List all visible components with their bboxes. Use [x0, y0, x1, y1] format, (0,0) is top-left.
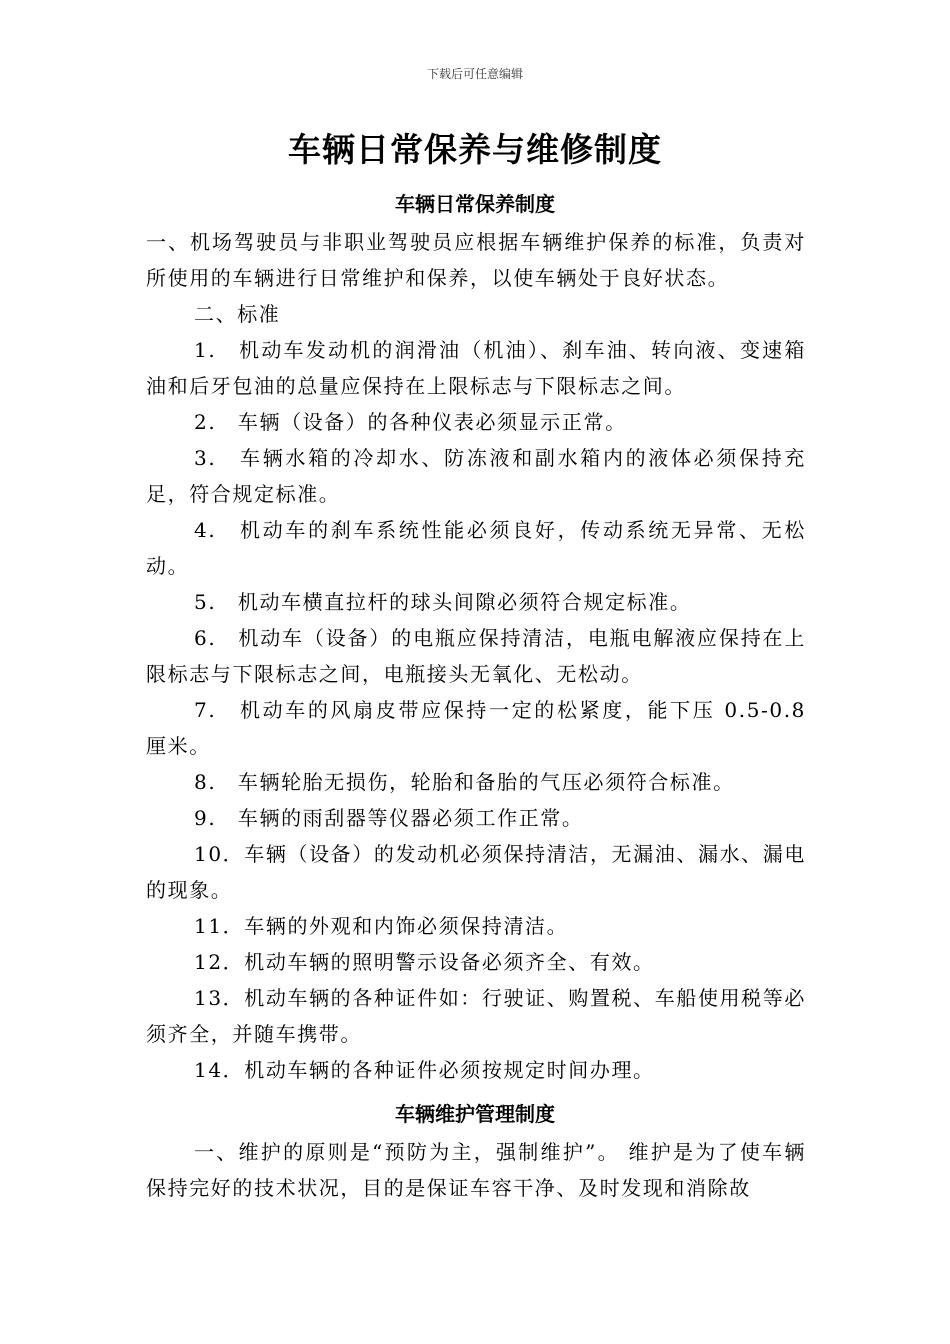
section-body-management: [146, 1134, 806, 1206]
paragraph: 4. 机动车的刹车系统性能必须良好，传动系统无异常、无松动。: [146, 518, 806, 578]
paragraph: 一、机场驾驶员与非职业驾驶员应根据车辆维护保养的标准，负责对所使用的车辆进行日常维护和保养，以使车辆处于良好状态。: [146, 230, 806, 290]
paragraph: 6. 机动车（设备）的电瓶应保持清洁，电瓶电解液应保持在上限标志与下限标志之间，电瓶接头无氧化、无松动。: [146, 626, 806, 686]
section-title-maintenance: 车辆日常保养制度: [395, 192, 555, 216]
paragraph: 一、维护的原则是“预防为主，强制维护”。 维护是为了使车辆保持完好的技术状况，目的是保证车容干净、及时发现和消除故: [146, 1140, 806, 1200]
header-note: 下载后可任意编辑: [426, 67, 523, 81]
paragraph: 3. 车辆水箱的冷却水、防冻液和副水箱内的液体必须保持充足，符合规定标准。: [146, 446, 806, 506]
section-title-management: 车辆维护管理制度: [395, 1102, 555, 1126]
paragraph: 13．机动车辆的各种证件如：行驶证、购置税、车船使用税等必须齐全，并随车携带。: [146, 986, 806, 1046]
paragraph: 1. 机动车发动机的润滑油（机油）、刹车油、转向液、变速箱油和后牙包油的总量应保持在上限标志与下限标志之间。: [146, 338, 806, 398]
paragraph: 9. 车辆的雨刮器等仪器必须工作正常。: [194, 806, 584, 830]
paragraph: 10．车辆（设备）的发动机必须保持清洁，无漏油、漏水、漏电的现象。: [146, 842, 806, 902]
paragraph: 11．车辆的外观和内饰必须保持清洁。: [194, 914, 569, 938]
paragraph: 5. 机动车横直拉杆的球头间隙必须符合规定标准。: [194, 590, 692, 614]
paragraph: 2. 车辆（设备）的各种仪表必须显示正常。: [194, 410, 627, 434]
paragraph: 14．机动车辆的各种证件必须按规定时间办理。: [194, 1058, 655, 1082]
paragraph: 12．机动车辆的照明警示设备必须齐全、有效。: [194, 950, 655, 974]
section-body-maintenance: [146, 224, 806, 1088]
paragraph: 8. 车辆轮胎无损伤，轮胎和备胎的气压必须符合标准。: [194, 770, 735, 794]
paragraph: 7. 机动车的风扇皮带应保持一定的松紧度，能下压 0.5-0.8 厘米。: [146, 698, 806, 758]
document-title: 车辆日常保养与维修制度: [288, 130, 662, 169]
paragraph: 二、标准: [194, 302, 281, 326]
